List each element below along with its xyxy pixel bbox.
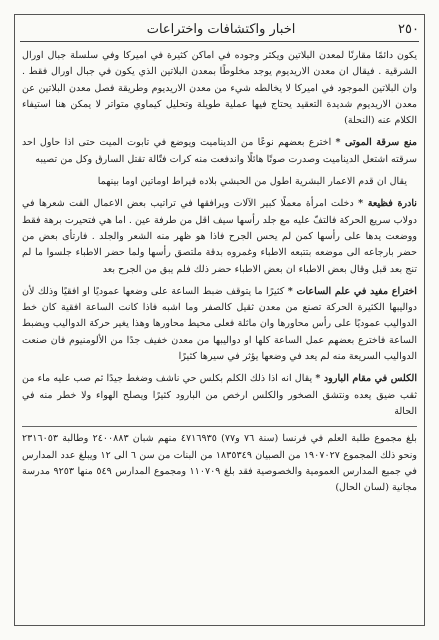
paragraph-clockwork-invention <box>22 284 417 365</box>
paragraph-text: كثيرًا ما يتوقف ضبط الساعة على وضعها عموديًا او افقيًا وذلك لأن دواليبها الكثيرة الحركة تصنع من معدن ثقيل كالصفر وما اشبه فاذا كانت الساعة افقية كان خط الدواليب عموديًا على رأس محاورها وان ماثلة فعلى محيط محاورها وهذا يغير حركة الدواليب ويضبط الساعة فاخترع بعضهم عمل الساعة كلها او دواليبها من معدن خفيف جدًا من الألومنيوم فان صنعت الدواليب السريعة منه لم يعد في وضعها يؤثر في سيرها كثيرًا <box>22 285 417 363</box>
running-header <box>20 18 419 40</box>
paragraph-text: يقال ان قدم الاعمار البشرية اطول من الحبشي بلاده قيراط اوماتين اوما بينهما <box>97 176 407 188</box>
page-number: ٢٥٠ <box>398 21 419 37</box>
footnote-rule <box>22 426 417 427</box>
paragraph-text: اخترع بعضهم نوعًا من الديناميت ويوضع في تابوت الميت حتى اذا حاول احد سرقته اشتعل الديناميت وصدرت صوتًا هائلًا واندفعت منه كرات فتّالة تقتل السارق وكل من تصيبه <box>22 137 417 165</box>
header-rule <box>20 41 419 42</box>
paragraph-text: يكون دائمًا مقارنًا لمعدن البلاتين ويكثر وجوده في اماكن كثيرة في اميركا وفي سلسلة جبال اورال الشرقية . فيقال ان معدن الاريديوم يوجد مخلوطًا بمعدن البلاتين الذي يكون في جبال اورال فقط . وان البلاتين الموجود في اميركا لا يخالطه شيء من معدن الاريديوم وطريقة فصل معدن البلاتين عن معدن الاريديوم شديدة التعقيد يحتاج فيها عملية طويلة وتحليل كيماوي متواتر لا يمكن هنا استيفاء الكلام عنه (النحلة) <box>22 50 417 127</box>
article-body <box>22 48 417 620</box>
section-heading: الكلس في مقام البارود * <box>315 373 417 385</box>
section-heading: منع سرقة الموتى * <box>335 137 417 149</box>
section-heading: اختراع مفيد في علم الساعات * <box>287 285 417 297</box>
paragraph-ages <box>22 174 417 190</box>
footnote-text: بلغ مجموع طلبة العلم في فرنسا (سنة ٧٦ و٧٧) ٤٧١٦٩٣٥ منهم شبان ٢٤٠٠٨٨٣ وطالبة ٢٣١٦٠٥٣ ونحو ذلك المجموع ١٩٠٧٠٢٧ من الصبيان ١٨٣٥٣٤٩ من البنات من سن ٦ الى ١٢ ويبلغ عدد المدارس في جميع المدارس العمومية والخصوصية فقد بلغ ١١٠٧٠٩ ومجموع المدارس ٥٤٩ منها ٩٢٥٣ مدرسة مجانية (لسان الحال) <box>22 433 417 494</box>
paragraph-text: يقال انه اذا ذلك الكلم بكلس حي ناشف وضغط جيدًا ثم صب عليه ماء من ثقب ضيق يعده ونتشق الصخور والكلس ارخص من البارود كثيرًا ويصلح الهواء ولا خطر منه في الحالة <box>22 373 417 417</box>
section-heading: نادرة فظيعة * <box>358 198 417 210</box>
paragraph-lime-gunpowder <box>22 371 417 420</box>
paragraph-platinum <box>22 48 417 129</box>
footnote-statistics <box>22 431 417 496</box>
paragraph-text: دخلت امرأة معملًا كبير الآلات ويرافقها في تراتيب بعض الاعمال الفت شعرها في دولاب سريع الحركة فالتفّ عليه مع جلد رأسها سيف اقل من طرفة عين . اما هي فتحيرت برهة فقط ووضعت يدها على رأسها كمن لم يحس الجرح فاذا هو ظهر منه الشعر والجلد . فارتأى بعض من حضر بارجاعه الى موضعه بتتبعه الاطباء وغمروه بدقة ملتصق رأسها ولما حضر الاطباء جلسوا ما لم تنج بعد قبل وقال بعض الاطباء ان بعض الاطباء حضر ذلك فلم يبق من الجرح بعد <box>22 198 417 275</box>
page-title: اخبار واكتشافات واختراعات <box>146 21 296 37</box>
paragraph-terrible-anecdote <box>22 196 417 277</box>
paragraph-dead-theft <box>22 135 417 168</box>
